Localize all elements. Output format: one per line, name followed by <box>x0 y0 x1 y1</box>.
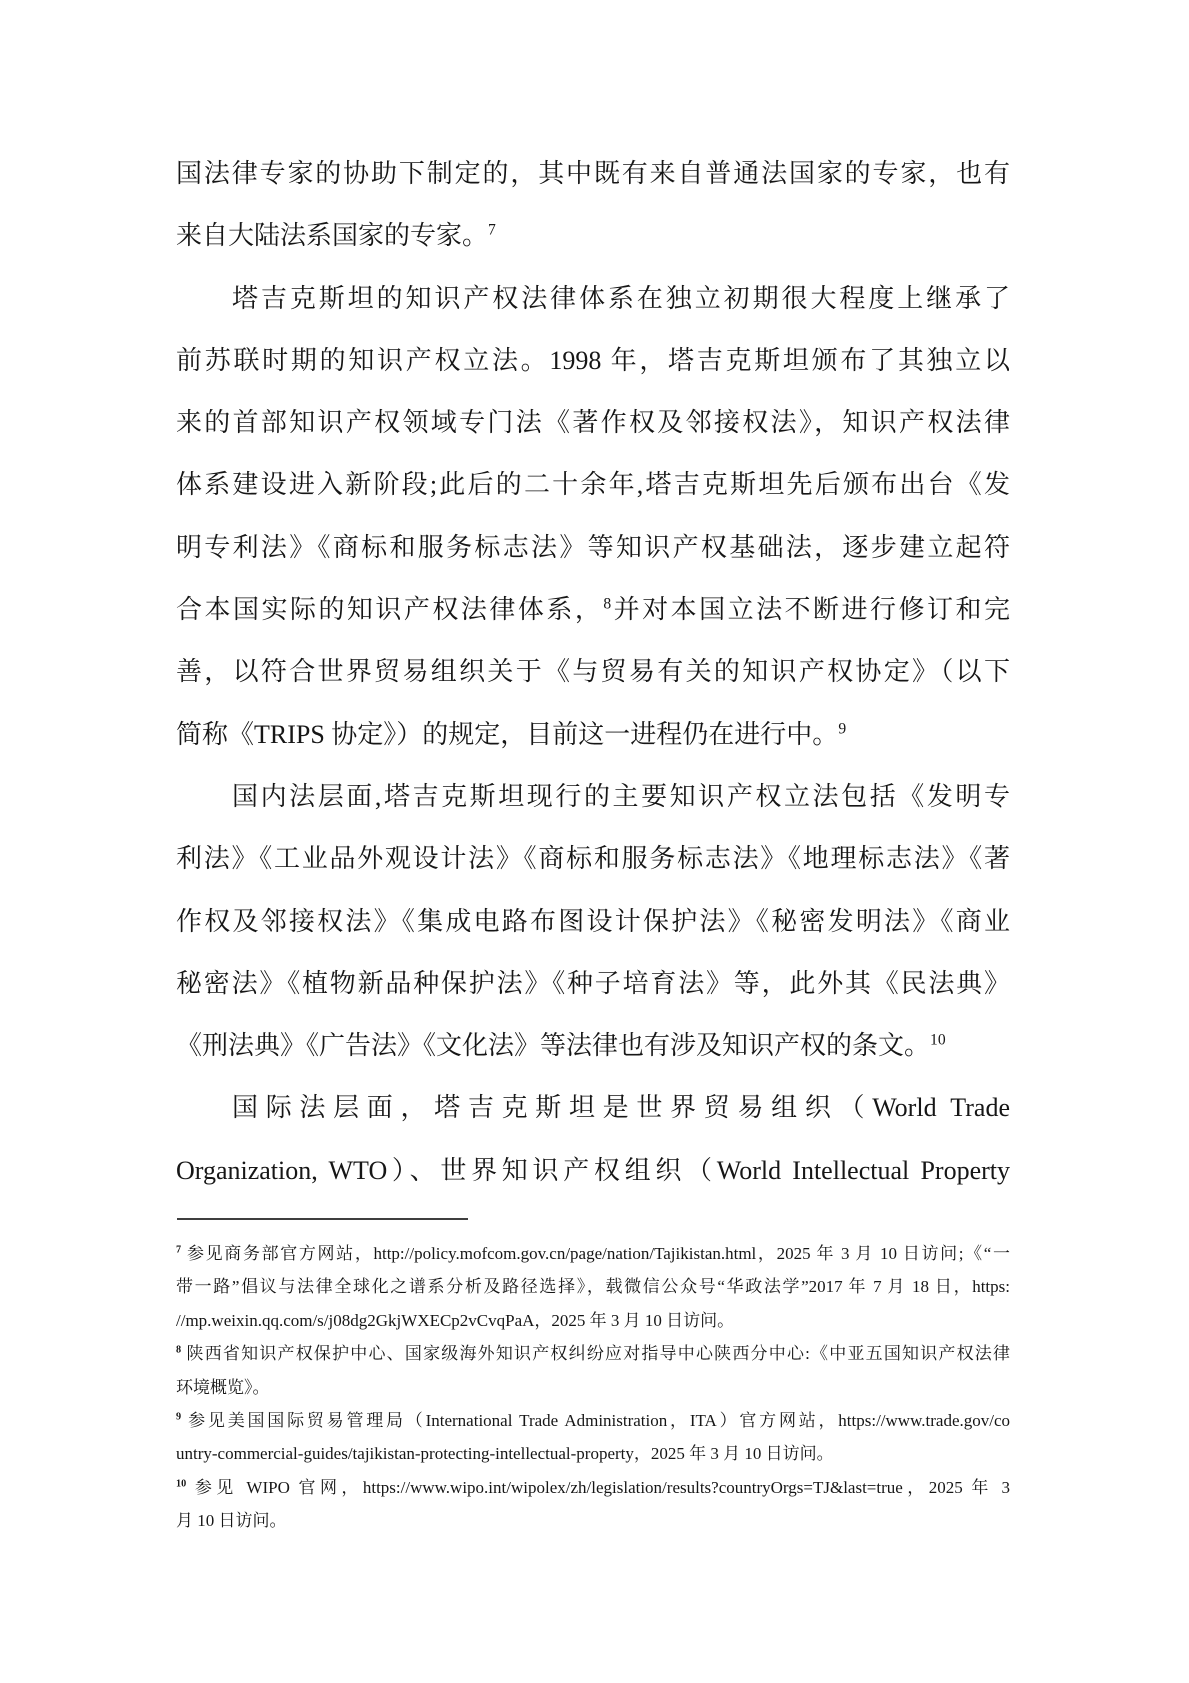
text-line: Organization, WTO）、世界知识产权组织（World Intellectual Property <box>176 1155 1010 1185</box>
footnote-number: 9 <box>176 1411 182 1423</box>
main-text <box>176 143 1010 1202</box>
footnote-line: untry-commercial-guides/tajikistan-protecting-intellectual-property，2025 年 3 月 10 日访问。 <box>176 1444 834 1464</box>
footnote-separator <box>177 1218 468 1220</box>
footnote-line: 月 10 日访问。 <box>176 1511 287 1531</box>
text-line: 利法》《工业品外观设计法》《商标和服务标志法》《地理标志法》《著 <box>176 844 1010 874</box>
footnote-number: 7 <box>176 1244 182 1256</box>
text-line: 简称《TRIPS 协定》）的规定，目前这一进程仍在进行中。$^9$ <box>176 719 847 749</box>
footnote-line: $^9$ 参见美国国际贸易管理局（International Trade Administration，ITA）官方网站，https://www.trade.gov/co <box>176 1411 1011 1431</box>
text-line: 塔吉克斯坦的知识产权法律体系在独立初期很大程度上继承了 <box>232 283 1010 313</box>
text-line: 明专利法》《商标和服务标志法》等知识产权基础法，逐步建立起符 <box>176 532 1010 562</box>
footnote-ref: 7 <box>488 221 496 239</box>
footnote-number: 10 <box>176 1478 187 1490</box>
footnote-line: //mp.weixin.qq.com/s/j08dg2GkjWXECp2vCvqPaA，2025 年 3 月 10 日访问。 <box>176 1310 735 1330</box>
footnote-line: $^8$ 陕西省知识产权保护中心、国家级海外知识产权纠纷应对指导中心陕西分中心:《中亚五国知识产权法律 <box>176 1344 1010 1364</box>
text-line: 国法律专家的协助下制定的，其中既有来自普通法国家的专家，也有 <box>176 159 1010 188</box>
footnote-number: 8 <box>176 1344 182 1356</box>
text-line: 来的首部知识产权领域专门法《著作权及邻接权法》，知识产权法律 <box>176 408 1010 438</box>
footnotes <box>176 1237 1010 1538</box>
text-line: 来自大陆法系国家的专家。$^7$ <box>176 221 496 251</box>
footnote-ref: 9 <box>838 720 847 738</box>
text-line: 体系建设进入新阶段;此后的二十余年,塔吉克斯坦先后颁布出台《发 <box>176 470 1010 500</box>
text-line: 秘密法》《植物新品种保护法》《种子培育法》等，此外其《民法典》 <box>176 968 1010 998</box>
footnote-line: $^{10}$ 参见 WIPO 官网，https://www.wipo.int/wipolex/zh/legislation/results?countryOrgs=TJ&last=true，2025 年 3 <box>176 1477 1010 1497</box>
text-line: 作权及邻接权法》《集成电路布图设计保护法》《秘密发明法》《商业 <box>176 906 1010 936</box>
text-line: 善，以符合世界贸易组织关于《与贸易有关的知识产权协定》（以下 <box>176 657 1010 687</box>
footnote-ref: 8 <box>603 595 612 613</box>
footnote-line: $^7$ 参见商务部官方网站，http://policy.mofcom.gov.cn/page/nation/Tajikistan.html，2025 年 3 月 10 日访问;《“一 <box>176 1244 1010 1263</box>
footnote-line: 环境概览》。 <box>176 1377 270 1397</box>
text-line: 国内法层面,塔吉克斯坦现行的主要知识产权立法包括《发明专 <box>232 781 1010 811</box>
text-line: 合本国实际的知识产权法律体系，$^8$并对本国立法不断进行修订和完 <box>176 595 1010 625</box>
text-line: 《刑法典》《广告法》《文化法》等法律也有涉及知识产权的条文。$^{10}$ <box>176 1031 946 1061</box>
text-line: 国际法层面，塔吉克斯坦是世界贸易组织（World Trade <box>232 1093 1010 1123</box>
footnote-ref: 10 <box>930 1031 946 1049</box>
text-line: 前苏联时期的知识产权立法。1998 年，塔吉克斯坦颁布了其独立以 <box>176 345 1010 375</box>
footnote-line: 带一路”倡议与法律全球化之谱系分析及路径选择》，载微信公众号“华政法学”2017 年 7 月 18 日，https: <box>176 1277 1010 1297</box>
